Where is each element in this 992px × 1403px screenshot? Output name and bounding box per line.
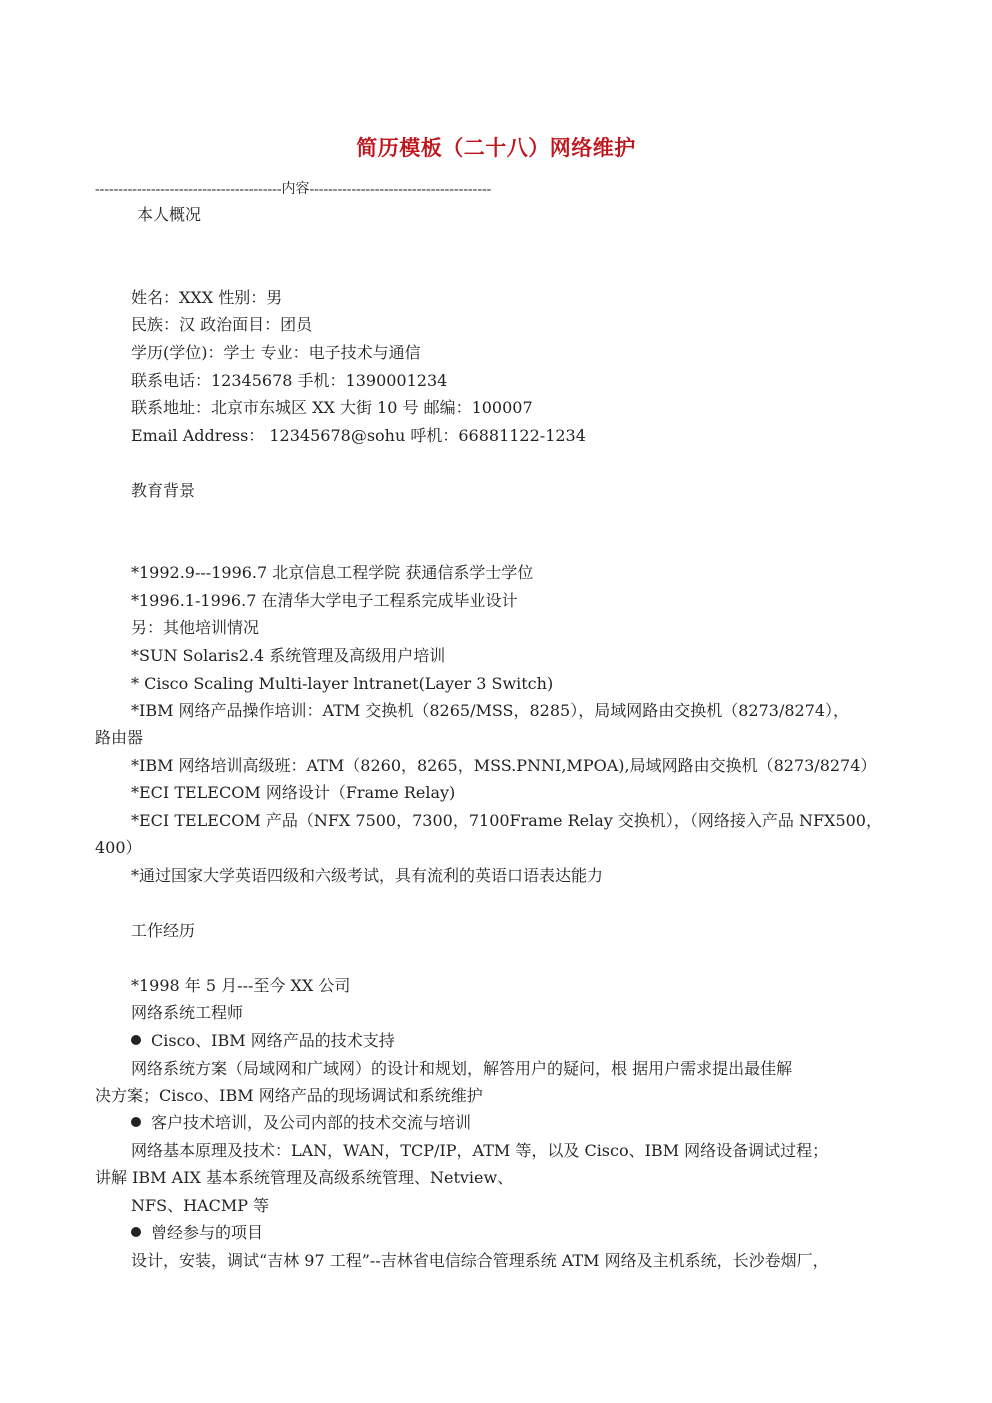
bullet-icon <box>131 1117 141 1127</box>
page-title: 简历模板（二十八）网络维护 <box>356 135 636 160</box>
work-bullet-line <box>131 1222 263 1244</box>
education-line: *IBM 网络产品操作培训：ATM 交换机（8265/MSS，8285），局域网路由交换机（8273/8274）， <box>131 701 850 720</box>
education-line: *ECI TELECOM 网络设计（Frame Relay) <box>131 783 456 802</box>
work-bullet-text: 客户技术培训，及公司内部的技术交流与培训 <box>151 1113 472 1132</box>
personal-line: 联系地址：北京市东城区 XX 大街 10 号 邮编：100007 <box>131 398 533 417</box>
education-line: 路由器 <box>95 728 144 747</box>
education-line: *IBM 网络培训高级班：ATM（8260，8265，MSS.PNNI,MPOA),局域网路由交换机（8273/8274） <box>131 756 877 775</box>
work-line: 设计，安装，调试“吉林 97 工程”--吉林省电信综合管理系统 ATM 网络及主机系统，长沙卷烟厂， <box>131 1251 829 1270</box>
section-work-heading: 工作经历 <box>131 921 196 940</box>
bullet-icon <box>131 1035 141 1045</box>
divider-left: ---------------------------------------- <box>95 182 282 197</box>
work-bullet-line <box>131 1112 471 1134</box>
education-line: *通过国家大学英语四级和六级考试，具有流利的英语口语表达能力 <box>131 866 604 885</box>
work-bullet-line <box>131 1030 395 1052</box>
divider-label: 内容 <box>281 182 310 197</box>
section-education-heading: 教育背景 <box>131 481 196 500</box>
personal-line: 民族：汉 政治面目：团员 <box>131 315 313 334</box>
work-line: 决方案；Cisco、IBM 网络产品的现场调试和系统维护 <box>95 1086 483 1105</box>
personal-line: 学历(学位)：学士 专业：电子技术与通信 <box>131 343 421 362</box>
divider-right: --------------------------------------- <box>309 182 492 197</box>
education-line: 400） <box>95 838 142 857</box>
work-line: *1998 年 5 月---至今 XX 公司 <box>131 976 351 995</box>
work-line: NFS、HACMP 等 <box>131 1196 270 1215</box>
personal-line: Email Address： 12345678@sohu 呼机：66881122-1234 <box>131 426 586 445</box>
bullet-icon <box>131 1227 141 1237</box>
work-bullet-text: Cisco、IBM 网络产品的技术支持 <box>151 1031 395 1050</box>
work-line: 网络基本原理及技术：LAN，WAN，TCP/IP，ATM 等，以及 Cisco、IBM 网络设备调试过程； <box>131 1141 829 1160</box>
personal-line: 联系电话：12345678 手机：1390001234 <box>131 371 448 390</box>
work-line: 网络系统工程师 <box>131 1003 244 1022</box>
education-line: *ECI TELECOM 产品（NFX 7500，7300，7100Frame Relay 交换机），（网络接入产品 NFX500， <box>131 811 882 830</box>
section-personal-heading: 本人概况 <box>137 205 202 224</box>
personal-line: 姓名：XXX 性别：男 <box>131 288 283 307</box>
education-line: * Cisco Scaling Multi-layer lntranet(Layer 3 Switch) <box>131 674 554 693</box>
work-bullet-text: 曾经参与的项目 <box>151 1223 264 1242</box>
education-line: 另：其他培训情况 <box>131 618 260 637</box>
work-line: 讲解 IBM AIX 基本系统管理及高级系统管理、Netview、 <box>95 1168 514 1187</box>
work-line: 网络系统方案（局域网和广域网）的设计和规划，解答用户的疑问，根 据用户需求提出最佳解 <box>131 1059 793 1078</box>
content-divider <box>95 178 491 198</box>
education-line: *1996.1-1996.7 在清华大学电子工程系完成毕业设计 <box>131 591 518 610</box>
education-line: *SUN Solaris2.4 系统管理及高级用户培训 <box>131 646 446 665</box>
education-line: *1992.9---1996.7 北京信息工程学院 获通信系学士学位 <box>131 563 534 582</box>
